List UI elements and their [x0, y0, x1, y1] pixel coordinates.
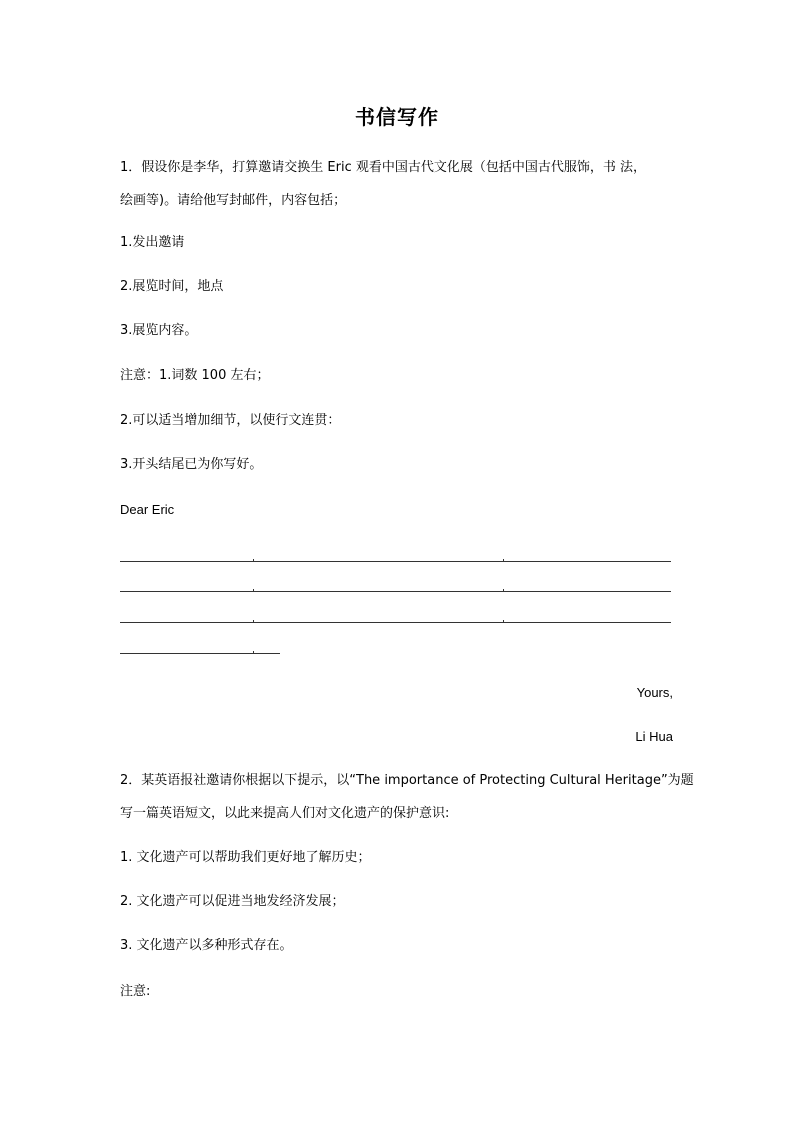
- answer-line: [120, 653, 280, 654]
- q1-prompt-line-1: 1．假设你是李华，打算邀请交换生 Eric 观看中国古代文化展（包括中国古代服饰，书 法，: [120, 160, 646, 175]
- q2-point-3: 3. 文化遗产以多种形式存在。: [120, 938, 293, 953]
- answer-line: [120, 561, 671, 562]
- answer-line-mark: [253, 620, 254, 623]
- answer-line-mark: [253, 651, 254, 654]
- answer-line-mark: [503, 559, 504, 562]
- q2-note: 注意:: [120, 984, 151, 999]
- q1-note-3: 3.开头结尾已为你写好。: [120, 457, 263, 472]
- q1-note-1: 注意：1.词数 100 左右；: [120, 368, 270, 383]
- letter-salutation: Dear Eric: [120, 502, 175, 517]
- q2-point-2: 2. 文化遗产可以促进当地发经济发展；: [120, 894, 345, 909]
- q1-prompt-line-2: 绘画等)。请给他写封邮件，内容包括；: [120, 193, 347, 208]
- q2-prompt-line-1: 2．某英语报社邀请你根据以下提示，以“The importance of Protecting Cultural Heritage”为题: [120, 773, 694, 788]
- answer-line-mark: [503, 620, 504, 623]
- answer-line: [120, 622, 671, 623]
- page-title: 书信写作: [355, 105, 439, 129]
- q2-point-1: 1. 文化遗产可以帮助我们更好地了解历史；: [120, 850, 371, 865]
- answer-line-mark: [253, 589, 254, 592]
- answer-line-mark: [503, 589, 504, 592]
- q1-point-3: 3.展览内容。: [120, 323, 198, 338]
- answer-line: [120, 591, 671, 592]
- q2-prompt-line-2: 写一篇英语短文，以此来提高人们对文化遗产的保护意识:: [120, 806, 450, 821]
- answer-line-mark: [253, 559, 254, 562]
- letter-closing: Yours,: [636, 685, 673, 700]
- q1-point-2: 2.展览时间，地点: [120, 279, 224, 294]
- q1-point-1: 1.发出邀请: [120, 235, 185, 250]
- q1-note-2: 2.可以适当增加细节，以使行文连贯：: [120, 413, 341, 428]
- letter-signature: Li Hua: [635, 729, 673, 744]
